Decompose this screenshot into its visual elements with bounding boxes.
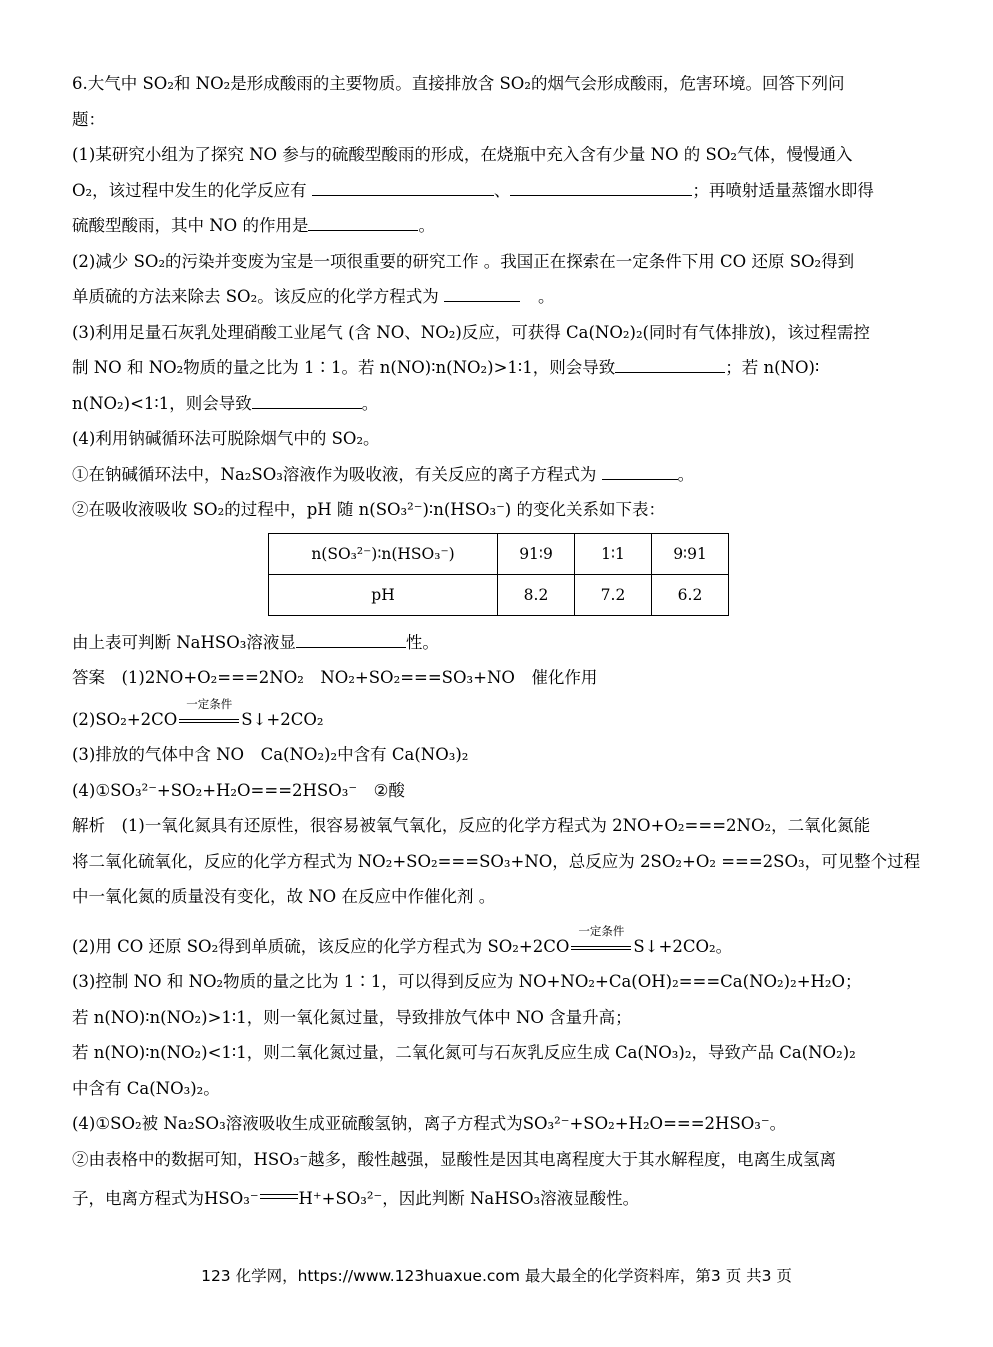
- part3-text-a: 制 NO 和 NO₂物质的量之比为 1∶1。若 n(NO)∶n(NO₂)>1∶1，则会导致: [72, 358, 616, 377]
- analysis-line-4: [72, 923, 920, 965]
- part3-line-1: (3)利用足量石灰乳处理硝酸工业尾气 (含 NO、NO₂)反应，可获得 Ca(NO₂)₂(同时有气体排放)，该过程需控: [72, 322, 870, 342]
- part1-text-c: ；再喷射适量蒸馏水即得: [692, 180, 874, 200]
- part1-line-2: [72, 173, 920, 209]
- reaction-condition-arrow: [179, 696, 239, 729]
- part1-text-e: 。: [418, 216, 435, 235]
- part2-text-a: 单质硫的方法来除去 SO₂。该反应的化学方程式为: [72, 287, 444, 306]
- ph-label-cell: pH: [269, 575, 498, 616]
- analysis-11-left: 子，电离方程式为HSO₃⁻: [72, 1189, 259, 1208]
- reaction-condition-label: 一定条件: [186, 696, 233, 711]
- ph-value-cell-3: 6.2: [652, 575, 729, 616]
- ph-table: [268, 533, 729, 616]
- answer-line-1: 答案 (1)2NO+O₂===2NO₂ NO₂+SO₂===SO₃+NO 催化作用: [72, 668, 598, 687]
- document-body: [72, 66, 920, 1217]
- ratio-cell-1: 91∶9: [498, 534, 575, 575]
- answer-blank-5: [615, 354, 725, 373]
- analysis-line-9: (4)①SO₂被 Na₂SO₃溶液吸收生成亚硫酸氢钠，离子方程式为SO₃²⁻+SO₂+H₂O===2HSO₃⁻。: [72, 1114, 787, 1133]
- reversible-arrow-bottom: [260, 1198, 298, 1199]
- part4-text-a: ①在钠碱循环法中，Na₂SO₃溶液作为吸收液，有关反应的离子方程式为: [72, 464, 602, 484]
- question-intro-line-1: 6.大气中 SO₂和 NO₂是形成酸雨的主要物质。直接排放含 SO₂的烟气会形成酸雨，危害环境。回答下列问: [72, 74, 845, 93]
- answer-blank-7: [602, 461, 678, 480]
- analysis-line-7: 若 n(NO)∶n(NO₂)<1∶1，则二氧化氮过量，二氧化氮可与石灰乳反应生成 Ca(NO₃)₂，导致产品 Ca(NO₂)₂: [72, 1043, 856, 1062]
- part4-text-d: 性。: [405, 632, 439, 652]
- analysis-line-1: 解析 (1)一氧化氮具有还原性，很容易被氧气氧化，反应的化学方程式为 2NO+O₂===2NO₂，二氧化氮能: [72, 816, 871, 835]
- answer-blank-1: [312, 177, 494, 196]
- analysis-line-5: (3)控制 NO 和 NO₂物质的量之比为 1∶1，可以得到反应为 NO+NO₂+Ca(OH)₂===Ca(NO₂)₂+H₂O；: [72, 972, 862, 991]
- part3-line-2: [72, 350, 920, 386]
- analysis-11-right: H⁺+SO₃²⁻，因此判断 NaHSO₃溶液显酸性。: [298, 1189, 640, 1208]
- part4-line-3: ②在吸收液吸收 SO₂的过程中，pH 随 n(SO₃²⁻)∶n(HSO₃⁻) 的变化关系如下表：: [72, 500, 665, 519]
- ratio-cell-2: 1∶1: [575, 534, 652, 575]
- equals-bar: [179, 719, 239, 723]
- reaction-condition-label-2: 一定条件: [578, 923, 625, 938]
- ph-value-cell-2: 7.2: [575, 575, 652, 616]
- answer-blank-8: [296, 629, 406, 648]
- page-footer: 123 化学网，https://www.123huaxue.com 最大最全的化学资料库，第3 页 共3 页: [201, 1267, 792, 1285]
- answer-line-4: (4)①SO₃²⁻+SO₂+H₂O===2HSO₃⁻ ②酸: [72, 780, 405, 800]
- part1-text-a: O₂，该过程中发生的化学反应有: [72, 180, 312, 200]
- answer-line-3: (3)排放的气体中含 NO Ca(NO₂)₂中含有 Ca(NO₃)₂: [72, 745, 469, 764]
- answer-line-2: [72, 696, 920, 738]
- analysis-line-11: [72, 1181, 920, 1217]
- ph-table-header-row: [269, 534, 729, 575]
- ratio-header-cell: n(SO₃²⁻)∶n(HSO₃⁻): [269, 534, 498, 575]
- analysis-line-10: ②由表格中的数据可知，HSO₃⁻越多，酸性越强，显酸性是因其电离程度大于其水解程度，电离生成氢离: [72, 1149, 837, 1169]
- part3-text-b: ；若 n(NO)∶: [725, 358, 820, 377]
- part4-line-4: [72, 625, 920, 661]
- reaction-condition-arrow-2: [571, 923, 631, 956]
- analysis-line-2: 将二氧化硫氧化，反应的化学方程式为 NO₂+SO₂===SO₃+NO，总反应为 2SO₂+O₂ ===2SO₃，可见整个过程: [72, 851, 921, 871]
- part1-text-d: 硫酸型酸雨，其中 NO 的作用是: [72, 216, 309, 235]
- analysis-line-8: 中含有 Ca(NO₃)₂。: [72, 1078, 220, 1098]
- answer-blank-2: [510, 177, 692, 196]
- part4-text-b: 。: [677, 464, 695, 484]
- equals-bar-2: [571, 946, 631, 950]
- answer-blank-3: [308, 212, 418, 231]
- part4-line-1: (4)利用钠碱循环法可脱除烟气中的 SO₂。: [72, 429, 380, 448]
- reversible-arrow-top: [260, 1194, 298, 1195]
- part2-line-2: [72, 279, 920, 315]
- part4-text-c: 由上表可判断 NaHSO₃溶液显: [72, 632, 296, 652]
- analysis-4-left: (2)用 CO 还原 SO₂得到单质硫，该反应的化学方程式为 SO₂+2CO: [72, 936, 570, 956]
- answer-2-right: S↓+2CO₂: [241, 709, 324, 729]
- part1-text-b: 、: [493, 180, 511, 200]
- part3-text-d: 。: [361, 393, 379, 413]
- analysis-4-right: S↓+2CO₂。: [633, 936, 733, 956]
- part2-text-b: 。: [537, 287, 555, 306]
- question-intro-line-2: 题：: [72, 109, 105, 129]
- ph-value-cell-1: 8.2: [498, 575, 575, 616]
- part3-text-c: n(NO₂)<1∶1，则会导致: [72, 393, 252, 413]
- analysis-line-3: 中一氧化氮的质量没有变化，故 NO 在反应中作催化剂 。: [72, 887, 496, 906]
- part1-line-3: [72, 208, 920, 244]
- answer-blank-6: [252, 390, 362, 409]
- answer-2-left: (2)SO₂+2CO: [72, 709, 178, 729]
- part1-line-1: (1)某研究小组为了探究 NO 参与的硫酸型酸雨的形成，在烧瓶中充入含有少量 NO 的 SO₂气体，慢慢通入: [72, 145, 853, 164]
- ratio-cell-3: 9∶91: [652, 534, 729, 575]
- ph-table-value-row: [269, 575, 729, 616]
- reversible-arrow: [260, 1191, 298, 1203]
- answer-blank-4: [444, 283, 520, 302]
- part2-line-1: (2)减少 SO₂的污染并变废为宝是一项很重要的研究工作 。我国正在探索在一定条件下用 CO 还原 SO₂得到: [72, 251, 855, 271]
- analysis-line-6: 若 n(NO)∶n(NO₂)>1∶1，则一氧化氮过量，导致排放气体中 NO 含量升高；: [72, 1007, 632, 1027]
- part3-line-3: [72, 386, 920, 422]
- part4-line-2: [72, 457, 920, 493]
